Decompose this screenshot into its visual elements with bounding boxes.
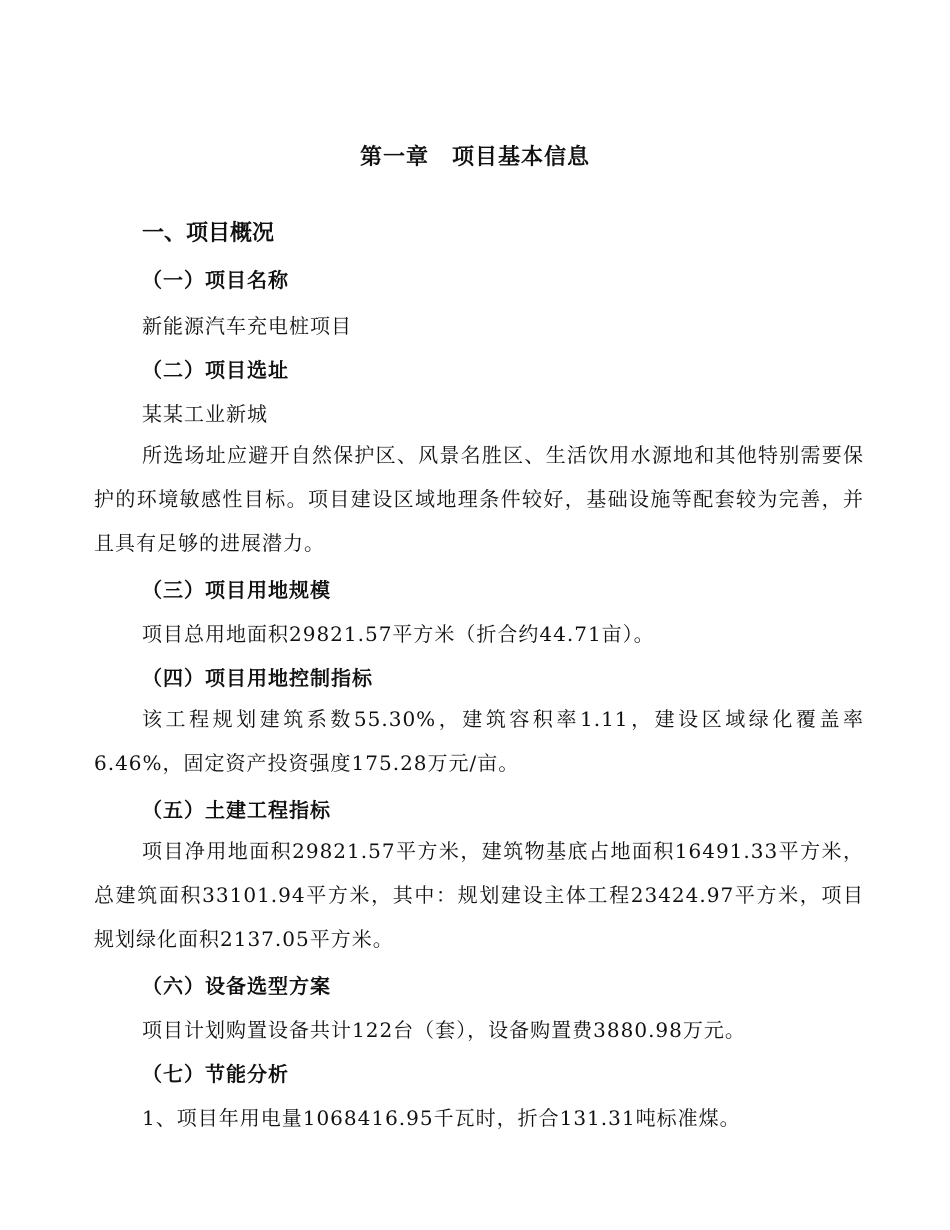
- project-site-text: 某某工业新城: [142, 402, 268, 426]
- project-name-text: 新能源汽车充电桩项目: [142, 314, 352, 338]
- section-title: 一、项目概况: [142, 221, 275, 246]
- subsection-heading-1: （一）项目名称: [142, 268, 289, 292]
- chapter-title: 第一章 项目基本信息: [359, 145, 590, 170]
- energy-analysis-text: 1、项目年用电量1068416.95千瓦时，折合131.31吨标准煤。: [142, 1106, 741, 1130]
- site-description-paragraph: 所选场址应避开自然保护区、风景名胜区、生活饮用水源地和其他特别需要保护的环境敏感性目标。项目建设区域地理条件较好，基础设施等配套较为完善，并且具有足够的进展潜力。: [94, 443, 864, 555]
- subsection-heading-6: （六）设备选型方案: [142, 974, 331, 998]
- equipment-text: 项目计划购置设备共计122台（套），设备购置费3880.98万元。: [142, 1018, 746, 1042]
- subsection-heading-2: （二）项目选址: [142, 358, 289, 382]
- subsection-heading-3: （三）项目用地规模: [142, 578, 331, 602]
- subsection-heading-5: （五）土建工程指标: [142, 798, 331, 822]
- land-control-paragraph: 该工程规划建筑系数55.30%，建筑容积率1.11，建设区域绿化覆盖率6.46%，固定资产投资强度175.28万元/亩。: [94, 707, 864, 775]
- subsection-heading-7: （七）节能分析: [142, 1062, 289, 1086]
- land-scale-text: 项目总用地面积29821.57平方米（折合约44.71亩）。: [142, 622, 655, 646]
- subsection-heading-4: （四）项目用地控制指标: [142, 666, 373, 690]
- civil-engineering-paragraph: 项目净用地面积29821.57平方米，建筑物基底占地面积16491.33平方米，总建筑面积33101.94平方米，其中：规划建设主体工程23424.97平方米，项目规划绿化面积2137.05平方米。: [94, 839, 864, 951]
